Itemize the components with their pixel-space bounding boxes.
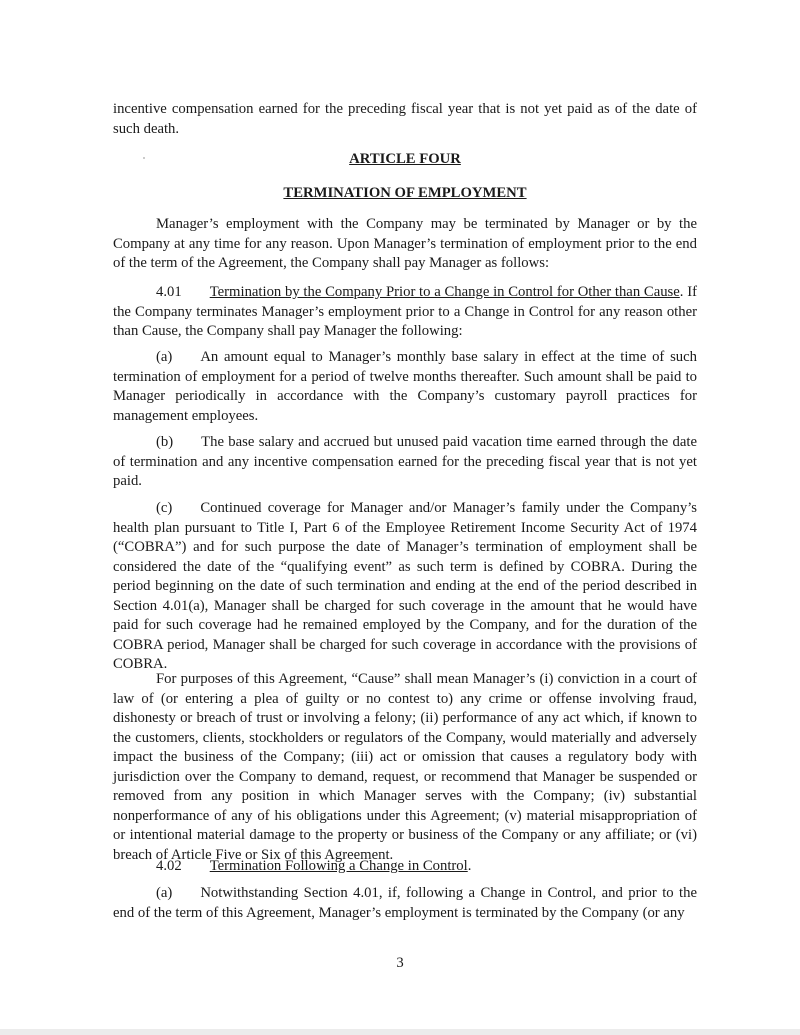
section-4-02-suffix: .: [467, 858, 472, 874]
item-4-01-a-label: (a): [156, 349, 173, 365]
section-4-01: [113, 283, 697, 342]
section-4-02-heading: Termination Following a Change in Control: [209, 858, 468, 874]
item-4-01-c-label: (c): [156, 500, 173, 516]
item-4-01-b: [113, 433, 697, 492]
item-4-01-b-text: The base salary and accrued but unused paid vacation time earned through the date of termination and any incentive compensation earned for the preceding fiscal year that is not yet paid.: [113, 434, 697, 489]
item-4-02-a: [113, 884, 697, 923]
item-4-01-b-label: (b): [156, 434, 174, 450]
item-4-02-a-text: Notwithstanding Section 4.01, if, following a Change in Control, and prior to the end of the term of this Agreement, Manager’s employment is terminated by the Company (or any: [113, 885, 697, 921]
section-4-02: [113, 857, 697, 877]
opening-paragraph-text: Manager’s employment with the Company may be terminated by Manager or by the Company at any time for any reason. Upon Manager’s termination of employment prior to the end of the term of the Agreement, the Company shall pay Manager as follows:: [113, 216, 697, 271]
article-title: ARTICLE FOUR: [349, 151, 461, 167]
page-number: 3: [396, 955, 404, 971]
scan-bottom-edge: [0, 1029, 800, 1035]
item-4-02-a-label: (a): [156, 885, 173, 901]
section-4-01-body: . If the Company terminates Manager’s employment prior to a Change in Control for any reason other than Cause, the Company shall pay Manager the following:: [113, 284, 697, 339]
opening-paragraph: [113, 215, 697, 274]
item-4-01-a-text: An amount equal to Manager’s monthly base salary in effect at the time of such termination of employment for a period of twelve months thereafter. Such amount shall be paid to Manager periodically in accordance with the Company’s customary payroll practices for management employees.: [113, 349, 697, 424]
article-subtitle: TERMINATION OF EMPLOYMENT: [283, 185, 527, 201]
item-4-01-c: [113, 499, 697, 675]
section-4-01-number: 4.01: [156, 284, 182, 300]
cause-definition-paragraph: [113, 670, 697, 865]
item-4-01-a: [113, 348, 697, 426]
item-4-01-c-text: Continued coverage for Manager and/or Manager’s family under the Company’s health plan pursuant to Title I, Part 6 of the Employee Retirement Income Security Act of 1974 (“COBRA”) and for such purpose the date of Manager’s termination of employment shall be considered the date of the “qualifying event” as such term is defined by COBRA. During the period beginning on the date of such termination and ending at the end of the period described in Section 4.01(a), Manager shall be charged for such coverage in the amount that he would have paid for such coverage had he remained employed by the Company, and for the duration of the COBRA period, Manager shall be charged for such coverage in accordance with the provisions of COBRA.: [113, 500, 697, 672]
section-4-01-heading: Termination by the Company Prior to a Change in Control for Other than Cause: [209, 284, 680, 300]
cause-definition-text: For purposes of this Agreement, “Cause” shall mean Manager’s (i) conviction in a court of law of (or entering a plea of guilty or no contest to) any crime or offense involving fraud, dishonesty or breach of trust or involving a felony; (ii) performance of any act which, if known to the customers, clients, stockholders or regulators of the Company, would materially and adversely impact the business of the Company; (iii) act or omission that causes a regulatory body with jurisdiction over the Company to demand, request, or recommend that Manager be suspended or removed from any position in which Manager serves with the Company; (iv) substantial nonperformance of any of his obligations under this Agreement; (v) material misappropriation of or intentional material damage to the property or business of the Company or any affiliate; or (vi) breach of Article Five or Six of this Agreement.: [113, 671, 697, 863]
section-4-02-number: 4.02: [156, 858, 182, 874]
intro-paragraph: incentive compensation earned for the preceding fiscal year that is not yet paid as of the date of such death.: [113, 101, 697, 137]
